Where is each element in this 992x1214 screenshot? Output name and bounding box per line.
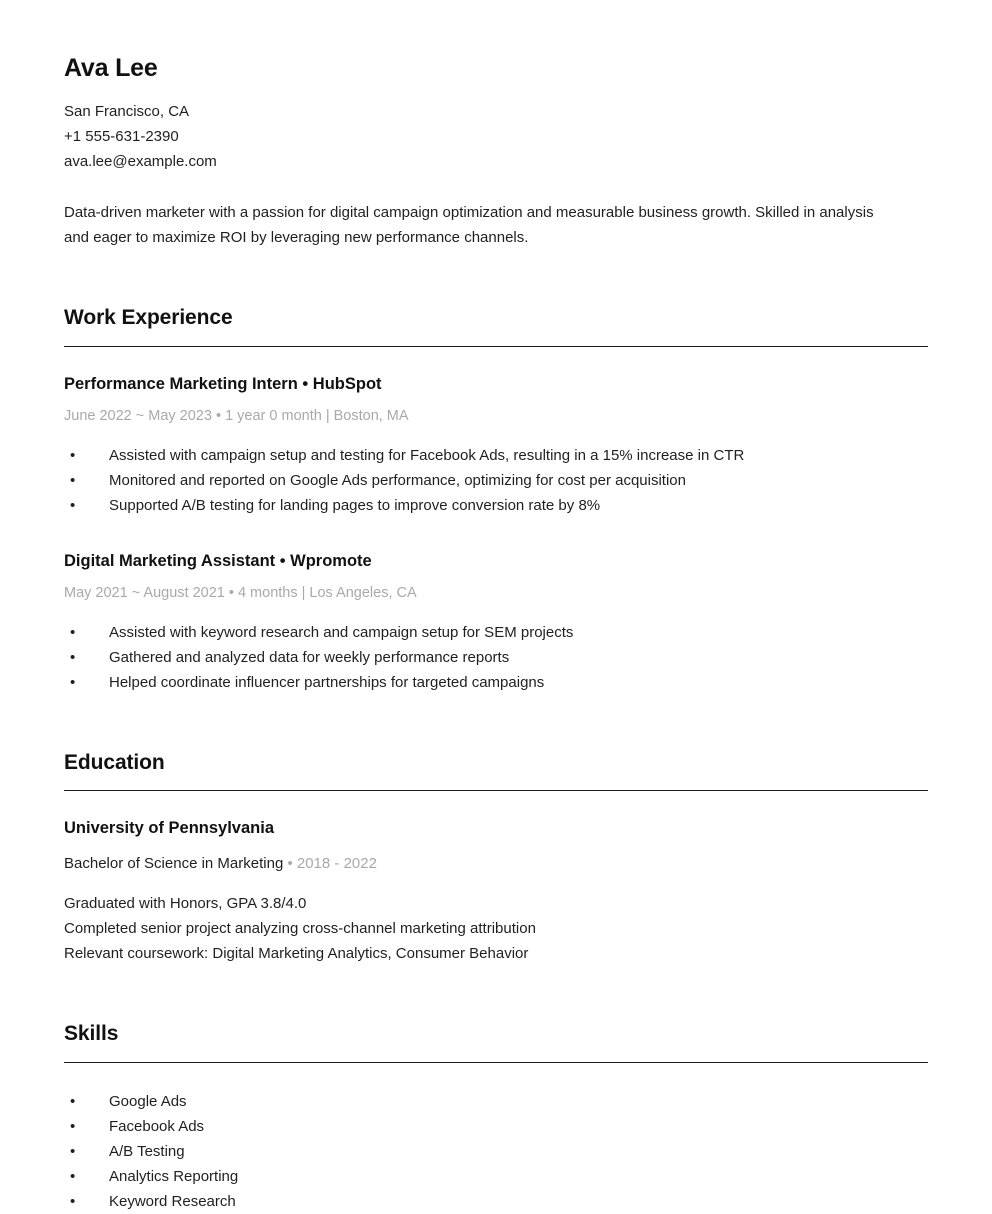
candidate-name: Ava Lee (64, 54, 158, 82)
section-divider (64, 790, 928, 791)
section-title-work-experience: Work Experience (64, 306, 233, 330)
education-detail: Relevant coursework: Digital Marketing Analytics, Consumer Behavior (64, 945, 529, 963)
section-divider (64, 346, 928, 347)
work-entry-title (64, 550, 928, 572)
list-item: • Google Ads (64, 1089, 928, 1114)
education-detail: Graduated with Honors, GPA 3.8/4.0 (64, 895, 307, 913)
section-title-skills: Skills (64, 1022, 119, 1046)
resume-header (64, 53, 928, 250)
contact-location: San Francisco, CA (64, 103, 190, 121)
education-school: University of Pennsylvania (64, 819, 274, 838)
list-item: • Monitored and reported on Google Ads performance, optimizing for cost per acquisition (64, 468, 928, 493)
education-entry (64, 817, 928, 966)
list-item: • Assisted with campaign setup and testing for Facebook Ads, resulting in a 15% increase in CTR (64, 443, 928, 468)
skills-list (64, 1089, 928, 1214)
work-entry-meta: May 2021 ~ August 2021 • 4 months | Los Angeles, CA (64, 584, 417, 601)
section-skills (64, 1020, 928, 1213)
work-entry-meta: June 2022 ~ May 2023 • 1 year 0 month | Boston, MA (64, 407, 409, 424)
bullet-separator-icon: • (279, 551, 286, 570)
list-item: • Assisted with keyword research and campaign setup for SEM projects (64, 620, 928, 645)
professional-summary: Data-driven marketer with a passion for digital campaign optimization and measurable business growth. Skilled in analysis and eager to maximize ROI by leveraging new performance channels. (64, 204, 874, 247)
contact-block (64, 99, 928, 174)
work-entry-role: Performance Marketing Intern (64, 374, 298, 393)
list-item: • Gathered and analyzed data for weekly performance reports (64, 645, 928, 670)
education-dates: • 2018 - 2022 (287, 855, 377, 873)
work-entry (64, 373, 928, 518)
contact-email: ava.lee@example.com (64, 153, 217, 171)
list-item: • A/B Testing (64, 1139, 928, 1164)
work-entry-company: HubSpot (312, 374, 382, 393)
education-details (64, 891, 928, 966)
work-entry (64, 550, 928, 695)
list-item: • Facebook Ads (64, 1114, 928, 1139)
contact-phone: +1 555-631-2390 (64, 128, 179, 146)
education-degree: Bachelor of Science in Marketing (64, 855, 284, 873)
section-work-experience (64, 304, 928, 695)
list-item: • Helped coordinate influencer partnerships for targeted campaigns (64, 670, 928, 695)
section-divider (64, 1062, 928, 1063)
section-title-education: Education (64, 750, 165, 774)
work-entry-title (64, 373, 928, 395)
bullet-separator-icon: • (302, 374, 309, 393)
list-item: • Keyword Research (64, 1189, 928, 1214)
work-entry-role: Digital Marketing Assistant (64, 551, 276, 570)
education-degree-line (64, 853, 928, 874)
list-item: • Analytics Reporting (64, 1164, 928, 1189)
education-detail: Completed senior project analyzing cross-channel marketing attribution (64, 920, 536, 938)
work-entry-company: Wpromote (290, 551, 372, 570)
section-education (64, 749, 928, 967)
work-entry-bullets (64, 620, 928, 695)
work-entry-bullets (64, 443, 928, 518)
list-item: • Supported A/B testing for landing pages to improve conversion rate by 8% (64, 493, 928, 518)
